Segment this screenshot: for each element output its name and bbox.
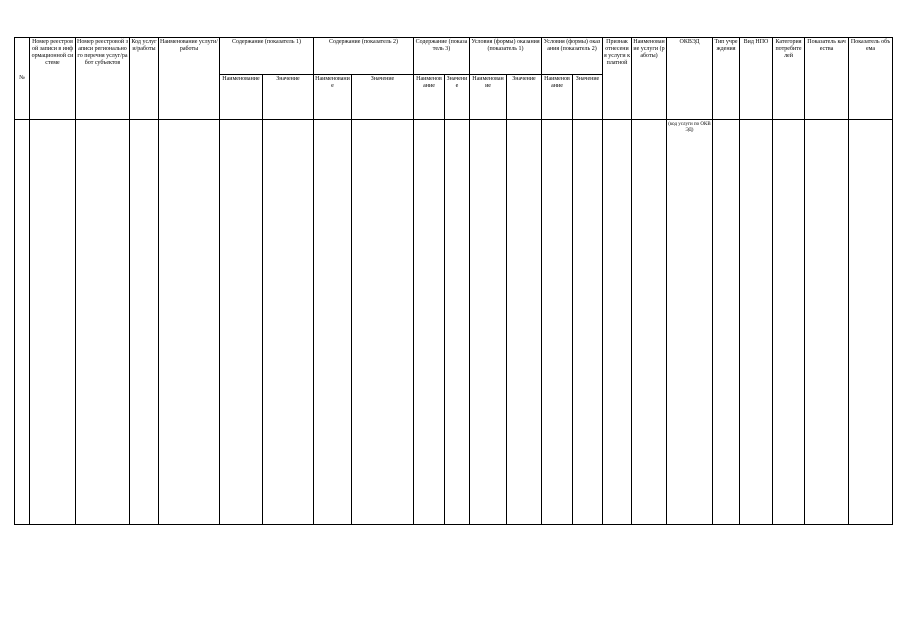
table-cell[interactable] (30, 120, 76, 525)
table-cell[interactable] (740, 120, 773, 525)
table-cell[interactable] (573, 120, 603, 525)
registry-table (14, 37, 893, 525)
subheader-value: Значение (352, 75, 414, 120)
subheader-name: Наименование (414, 75, 445, 120)
table-cell[interactable] (603, 120, 632, 525)
header-consumer-category: Категория потребителей (773, 38, 805, 120)
table-cell[interactable] (713, 120, 740, 525)
header-conditions-1: Условия (формы) оказания (показатель 1) (470, 38, 542, 75)
header-quality-indicator: Показатель качества (805, 38, 849, 120)
header-num: № (15, 38, 30, 120)
table-cell[interactable] (507, 120, 542, 525)
subheader-name: Наименование (542, 75, 573, 120)
table-cell[interactable] (470, 120, 507, 525)
table-cell[interactable] (159, 120, 220, 525)
header-content-2: Содержание (показатель 2) (314, 38, 414, 75)
table-cell[interactable] (542, 120, 573, 525)
table-cell[interactable] (220, 120, 263, 525)
subheader-value: Значение (573, 75, 603, 120)
header-service-name: Наименование услуги/работы (159, 38, 220, 120)
header-content-3: Содержание (показатель 3) (414, 38, 470, 75)
header-conditions-2: Условия (формы) оказания (показатель 2) (542, 38, 603, 75)
header-service-code: Код услуги/работы (130, 38, 159, 120)
header-okved: ОКВЭД (667, 38, 713, 120)
header-institution-type: Тип учреждения (713, 38, 740, 120)
okved-note: (код услуги по ОКВЭД) (667, 120, 713, 525)
subheader-name: Наименование (470, 75, 507, 120)
table-cell[interactable] (805, 120, 849, 525)
table-cell[interactable] (263, 120, 314, 525)
header-volume-indicator: Показатель объема (849, 38, 893, 120)
subheader-value: Значение (507, 75, 542, 120)
table-cell[interactable] (130, 120, 159, 525)
table-cell[interactable] (849, 120, 893, 525)
header-registry-number-regional: Номер реестровой записи регионального перечня услуг/работ субъектов (76, 38, 130, 120)
table-cell[interactable] (15, 120, 30, 525)
subheader-value: Значение (445, 75, 470, 120)
header-paid-free: Признак отнесения услуги к платной (603, 38, 632, 120)
table-cell[interactable] (314, 120, 352, 525)
header-field-activity: Наименование услуги (работы) (632, 38, 667, 120)
header-content-1: Содержание (показатель 1) (220, 38, 314, 75)
table-cell[interactable] (773, 120, 805, 525)
table-cell[interactable] (414, 120, 445, 525)
header-vid-npo: Вид НПО (740, 38, 773, 120)
table-cell[interactable] (632, 120, 667, 525)
header-registry-number: Номер реестровой записи в информационной системе (30, 38, 76, 120)
subheader-name: Наименование (314, 75, 352, 120)
subheader-name: Наименование (220, 75, 263, 120)
subheader-value: Значение (263, 75, 314, 120)
table-cell[interactable] (352, 120, 414, 525)
table-cell[interactable] (445, 120, 470, 525)
table-cell[interactable] (76, 120, 130, 525)
